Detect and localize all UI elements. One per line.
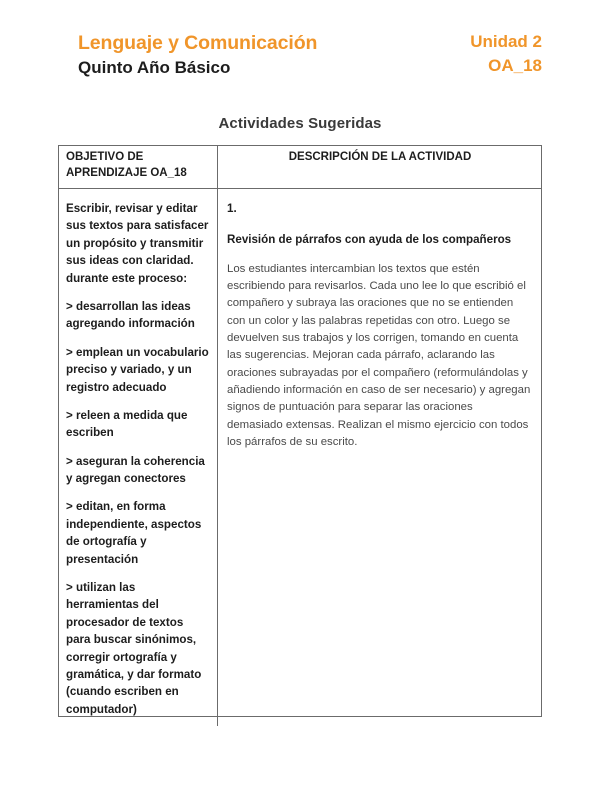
- subject-title: Lenguaje y Comunicación: [78, 32, 318, 54]
- activity-body: Los estudiantes intercambian los textos que estén escribiendo para revisarlos. Cada uno lee lo que escribió el compañero y subraya las oraciones que no se entienden con un color y las palabras repetidas con otro. Luego se devuelven sus trabajos y los corrigen, tomando en cuenta las sugerencias. Mejoran cada párrafo, aclarando las oraciones subrayadas por el compañero (reformulándolas y añadiendo información en caso de ser necesario) y agregan signos de puntuación para separar las oraciones demasiado extensas. Realizan el mismo ejercicio con todos los párrafos de su escrito.: [227, 262, 531, 449]
- objective-intro: Escribir, revisar y editar sus textos para satisfacer un propósito y transmitir sus ideas con claridad. durante este proceso:: [66, 202, 209, 285]
- objective-bullet-4: > aseguran la coherencia y agregan conectores: [66, 454, 205, 486]
- activity-title: Revisión de párrafos con ayuda de los compañeros: [227, 232, 512, 246]
- objective-bullet-3: > releen a medida que escriben: [66, 408, 188, 440]
- document-header: [0, 32, 600, 78]
- column-header-objective: OBJETIVO DE APRENDIZAJE OA_18: [59, 146, 218, 188]
- objective-bullet-5: > editan, en forma independiente, aspectos de ortografía y presentación: [66, 500, 202, 566]
- unit-label: Unidad 2: [470, 32, 542, 51]
- activities-table: [58, 145, 542, 717]
- column-header-description: DESCRIPCIÓN DE LA ACTIVIDAD: [288, 151, 472, 163]
- section-title: Actividades Sugeridas: [218, 115, 382, 132]
- objective-cell: [59, 189, 218, 726]
- grade-subtitle: Quinto Año Básico: [78, 57, 231, 77]
- header-left-block: [78, 32, 317, 78]
- objective-code-label: OA_18: [488, 55, 542, 75]
- description-cell: [218, 189, 541, 726]
- header-right-block: [470, 32, 542, 76]
- objective-bullet-6: > utilizan las herramientas del procesador de textos para buscar sinónimos, corregir ortografía y gramática, y dar formato (cuando escriben en computador): [66, 581, 202, 716]
- objective-bullet-1: > desarrollan las ideas agregando información: [66, 299, 195, 331]
- table-row: [59, 189, 541, 726]
- objective-bullet-2: > emplean un vocabulario preciso y variado, y un registro adecuado: [66, 345, 209, 394]
- table-header-row: [59, 146, 541, 189]
- activity-number: 1.: [227, 202, 237, 215]
